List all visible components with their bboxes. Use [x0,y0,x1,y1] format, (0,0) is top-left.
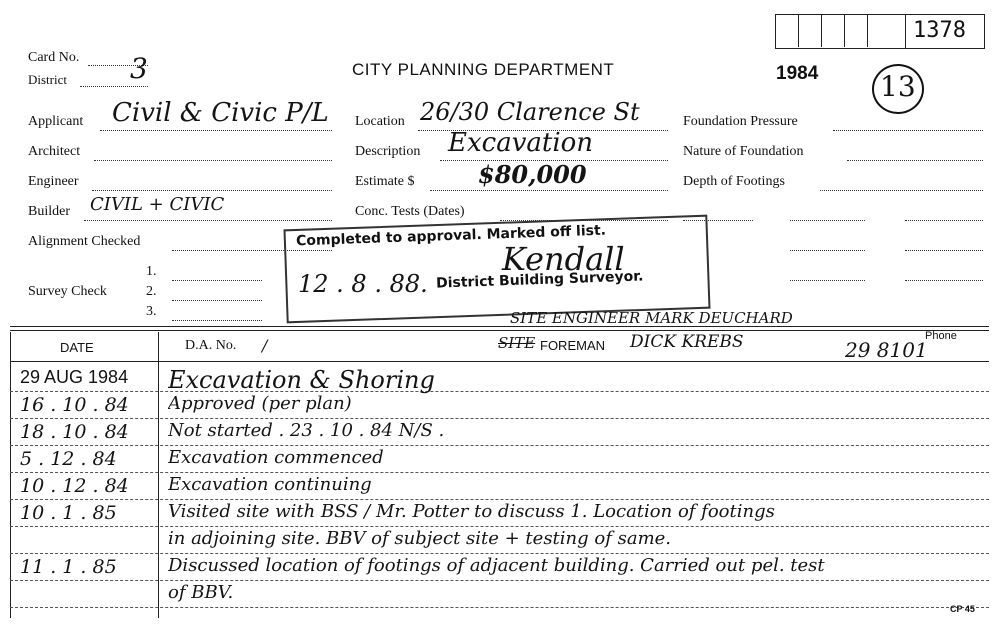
stamp-line-1: Completed to approval. Marked off list. [295,222,607,250]
row-date: 10 . 1 . 85 [20,502,117,524]
row-date: 16 . 10 . 84 [20,394,129,416]
survey-item-2: 2. [146,284,157,299]
row-note: Excavation & Shoring [168,366,435,394]
site-engineer: SITE ENGINEER MARK DEUCHARD [510,309,793,327]
row-divider [10,553,989,554]
row-divider [10,580,989,581]
row-divider [10,418,989,419]
foreman-label: FOREMAN [540,338,605,353]
conc-tests-label: Conc. Tests (Dates) [355,204,465,219]
builder-label: Builder [28,204,70,219]
year: 1984 [776,63,819,84]
stamp-line-2: District Building Surveyor. [435,268,644,292]
row-note: of BBV. [168,582,234,603]
foundation-pressure-label: Foundation Pressure [683,114,798,129]
row-divider [10,391,989,392]
row-date: 29 AUG 1984 [20,367,129,387]
architect-label: Architect [28,144,81,159]
phone-label: Phone [925,330,957,342]
form-code: CP 45 [950,604,975,614]
description-label: Description [355,144,421,159]
survey-label: Survey Check [28,284,107,299]
survey-item-3: 3. [146,304,157,319]
location-value: 26/30 Clarence St [420,98,640,126]
foreman-value: DICK KREBS [630,332,744,352]
row-note: Excavation commenced [168,447,384,468]
survey-item-1: 1. [146,264,157,279]
row-note: Approved (per plan) [168,393,352,414]
date-header: DATE [60,340,94,355]
row-date: 10 . 12 . 84 [20,475,129,497]
phone-value: 29 8101 [845,338,928,362]
location-label: Location [355,114,405,129]
row-divider [10,499,989,500]
estimate-label: Estimate $ [355,174,415,189]
nature-of-foundation-label: Nature of Foundation [683,144,804,159]
row-note: Visited site with BSS / Mr. Potter to discuss 1. Location of footings [168,501,775,522]
row-divider [10,607,989,608]
da-label: D.A. No. [185,338,237,353]
estimate-value: $80,000 [478,160,587,189]
foreman-prefix: SITE [498,334,536,352]
stamp-signature: Kendall [502,240,625,278]
district-value: 3 [130,52,148,85]
applicant-value: Civil & Civic P/L [112,98,329,128]
applicant-label: Applicant [28,114,84,129]
row-divider [10,526,989,527]
row-note: Excavation continuing [168,474,372,495]
builder-value: CIVIL + CIVIC [90,194,225,215]
row-date: 18 . 10 . 84 [20,421,129,443]
card-number: 1378 [913,18,966,43]
card-no-label: Card No. [28,50,80,65]
stamp-date: 12 . 8 . 88. [298,270,428,298]
district-label: District [28,72,67,87]
engineer-label: Engineer [28,174,79,189]
row-date: 11 . 1 . 85 [20,556,117,578]
alignment-label: Alignment Checked [28,234,141,249]
row-note: Not started . 23 . 10 . 84 N/S . [168,420,445,441]
row-note: Discussed location of footings of adjacent building. Carried out pel. test [168,555,825,576]
row-divider [10,445,989,446]
row-divider [10,472,989,473]
depth-of-footings-label: Depth of Footings [683,174,785,189]
department-title: CITY PLANNING DEPARTMENT [352,60,615,79]
da-value: / [262,336,268,355]
description-value: Excavation [448,128,594,158]
row-note: in adjoining site. BBV of subject site + testing of same. [168,528,672,549]
circled-number: 13 [880,70,916,103]
row-date: 5 . 12 . 84 [20,448,117,470]
